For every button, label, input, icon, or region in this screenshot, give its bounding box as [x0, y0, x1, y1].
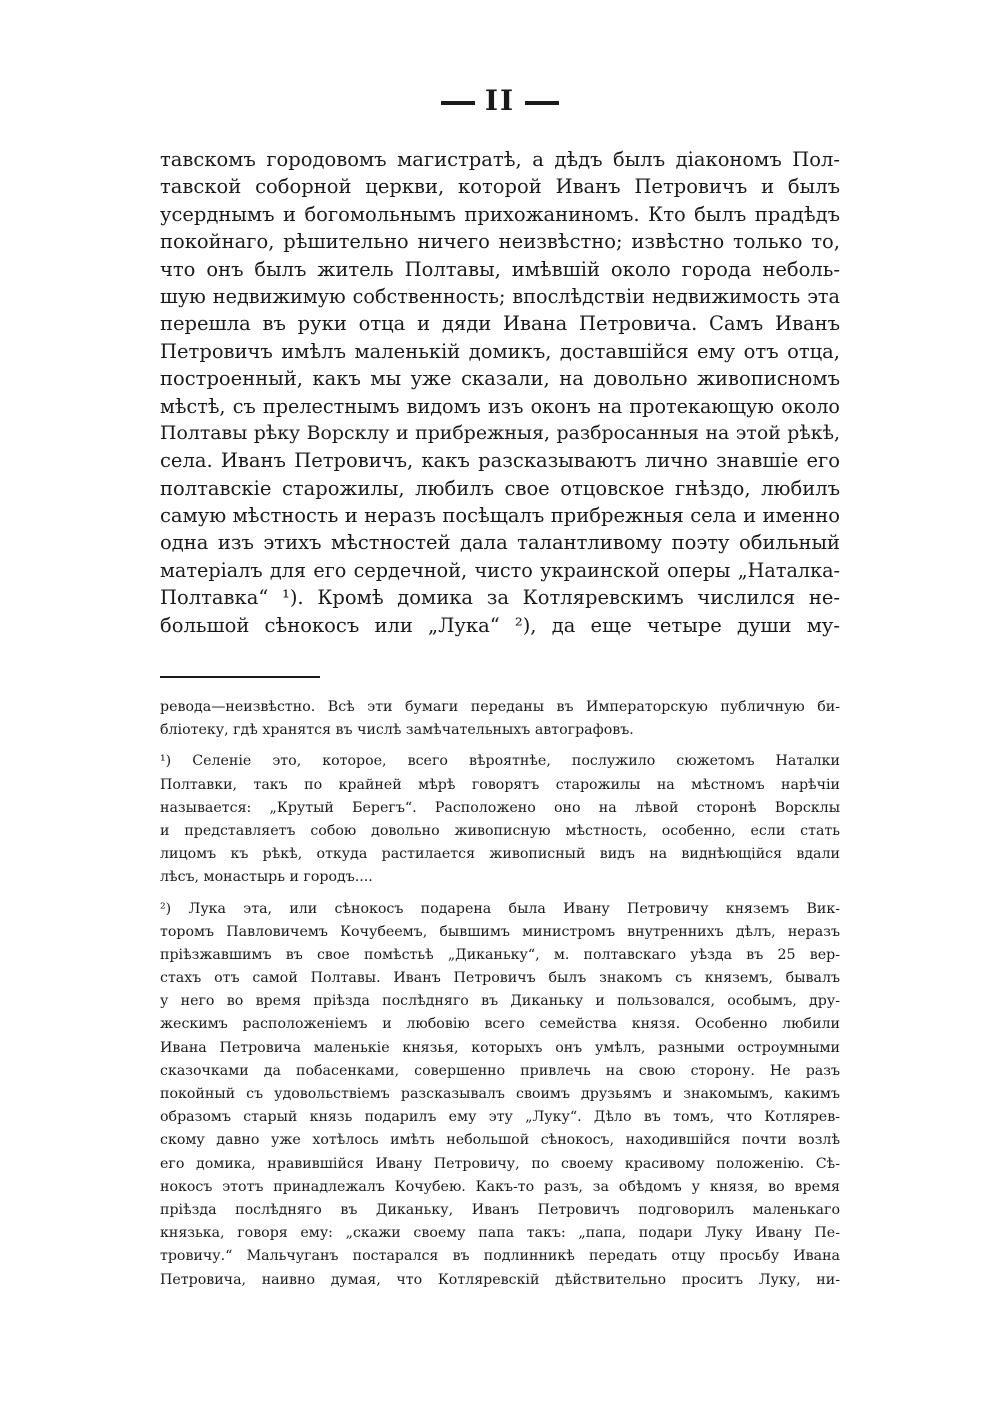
- text-line: Петровичъ имѣлъ маленькій домикъ, доставшійся ему отъ отца,: [160, 339, 840, 363]
- text-line: усерднымъ и богомольнымъ прихожаниномъ. Кто былъ прадѣдъ: [160, 202, 840, 226]
- footnote-line: торомъ Павловичемъ Кочубеемъ, бывшимъ министромъ внутреннихъ дѣлъ, неразъ: [160, 923, 840, 940]
- text-line: села. Иванъ Петровичъ, какъ разсказываютъ лично знавшіе его: [160, 449, 840, 473]
- footnote-line: пріѣзда послѣдняго въ Диканьку, Иванъ Петровичъ подговорилъ маленькаго: [160, 1201, 840, 1218]
- footnote-line: лѣсъ, монастырь и городъ....: [160, 869, 373, 886]
- text-line: что онъ былъ житель Полтавы, имѣвшій около города неболь-: [160, 257, 840, 281]
- text-line: большой сѣнокосъ или „Лука“ ²), да еще четыре души му-: [160, 613, 840, 637]
- text-line: мѣстѣ, съ прелестнымъ видомъ изъ оконъ на протекающую около: [160, 394, 840, 418]
- footnote-line: сказочками да побасенками, совершенно привлечь на свою сторону. Не разъ: [160, 1062, 840, 1079]
- footnote-line: князька, говоря ему: „скажи своему папа такъ: „папа, подари Луку Ивану Пе-: [160, 1225, 840, 1242]
- footnote-line: ²) Лука эта, или сѣнокосъ подарена была Ивану Петровичу княземъ Вик-: [160, 900, 840, 917]
- footnote-line: Петровича, наивно думая, что Котляревскій дѣйствительно проситъ Луку, ни-: [160, 1271, 840, 1288]
- text-line: построенный, какъ мы уже сказали, на довольно живописномъ: [160, 367, 840, 391]
- main-text-body: [160, 146, 840, 639]
- footnote-line: тровичу.“ Мальчуганъ постарался въ подлинникѣ передать отцу просьбу Ивана: [160, 1248, 840, 1265]
- text-line: перешла въ руки отца и дяди Ивана Петровича. Самъ Иванъ: [160, 312, 840, 336]
- footnote-line: ¹) Селеніе это, которое, всего вѣроятнѣе, послужило сюжетомъ Наталки: [160, 753, 840, 770]
- text-line: одна изъ этихъ мѣстностей дала талантливому поэту обильный: [160, 531, 840, 555]
- text-line: шую недвижимую собственность; впослѣдствіи недвижимость эта: [160, 284, 840, 308]
- text-line: Полтавка“ ¹). Кромѣ домика за Котляревскимъ числился не-: [160, 586, 840, 610]
- header-left-dash: [441, 101, 475, 105]
- footnote-continuation: [160, 696, 840, 742]
- text-line: полтавскіе старожилы, любилъ свое отцовское гнѣздо, любилъ: [160, 476, 840, 500]
- page-header: [0, 84, 1000, 117]
- text-line: самую мѣстность и неразъ посѣщалъ прибрежныя села и именно: [160, 504, 840, 528]
- footnote-line: ревода—неизвѣстно. Всѣ эти бумаги переданы въ Императорскую публичную би-: [160, 699, 840, 715]
- footnote-2: [160, 898, 840, 1292]
- footnote-line: стахъ отъ самой Полтавы. Иванъ Петровичъ былъ знакомъ съ княземъ, бывалъ: [160, 970, 840, 987]
- footnote-line: называется: „Крутый Берегъ“. Расположено оно на лѣвой сторонѣ Ворсклы: [160, 799, 840, 816]
- footnote-line: и представляетъ собою довольно живописную мѣстность, особенно, если стать: [160, 822, 840, 839]
- footnote-1: [160, 750, 840, 889]
- footnote-line: образомъ старый князь подарилъ ему эту „Луку“. Дѣло въ томъ, что Котлярев-: [160, 1109, 840, 1126]
- footnote-line: его домика, нравившійся Ивану Петровичу, по своему красивому положенію. Сѣ-: [160, 1155, 840, 1172]
- footnote-divider: [160, 676, 320, 678]
- text-line: Полтавы рѣку Ворсклу и прибрежныя, разбросанныя на этой рѣкѣ,: [160, 421, 840, 444]
- footnote-line: скому давно уже хотѣлось имѣть небольшой сѣнокосъ, находившійся почти возлѣ: [160, 1132, 840, 1149]
- footnote-line: у него во время пріѣзда послѣдняго въ Диканьку и пользовался, особымъ, дру-: [160, 993, 840, 1010]
- text-line: тавской соборной церкви, которой Иванъ Петровичъ и былъ: [160, 175, 840, 199]
- text-line: тавскомъ городовомъ магистратѣ, а дѣдъ былъ діакономъ Пол-: [160, 148, 840, 171]
- footnote-line: нокосъ этотъ принадлежалъ Кочубею. Какъ-то разъ, за обѣдомъ у князя, во время: [160, 1178, 840, 1195]
- footnote-line: Полтавки, такъ по крайней мѣрѣ говорятъ старожилы на мѣстномъ нарѣчіи: [160, 776, 840, 793]
- footnote-line: жескимъ расположеніемъ и любовію всего семейства князя. Особенно любили: [160, 1016, 840, 1033]
- footnotes: [160, 696, 840, 1300]
- footnote-line: лицомъ къ рѣкѣ, откуда растилается живописный видъ на виднѣющійся вдали: [160, 846, 840, 863]
- footnote-line: покойный съ удовольствіемъ разсказывалъ своимъ друзьямъ и знакомымъ, какимъ: [160, 1086, 840, 1102]
- footnote-line: бліотеку, гдѣ хранятся въ числѣ замѣчательныхъ автографовъ.: [160, 722, 634, 739]
- footnote-line: Ивана Петровича маленькіе князья, которыхъ онъ умѣлъ, разными остроумными: [160, 1039, 840, 1056]
- footnote-line: пріѣзжавшимъ въ свое помѣстьѣ „Диканьку“, м. полтавскаго уѣзда въ 25 вер-: [160, 946, 840, 963]
- header-right-dash: [525, 101, 559, 105]
- text-line: покойнаго, рѣшительно ничего неизвѣстно; извѣстно только то,: [160, 230, 840, 254]
- page-number: II: [484, 84, 516, 117]
- text-line: матеріалъ для его сердечной, чисто украинской оперы „Наталка-: [160, 558, 840, 582]
